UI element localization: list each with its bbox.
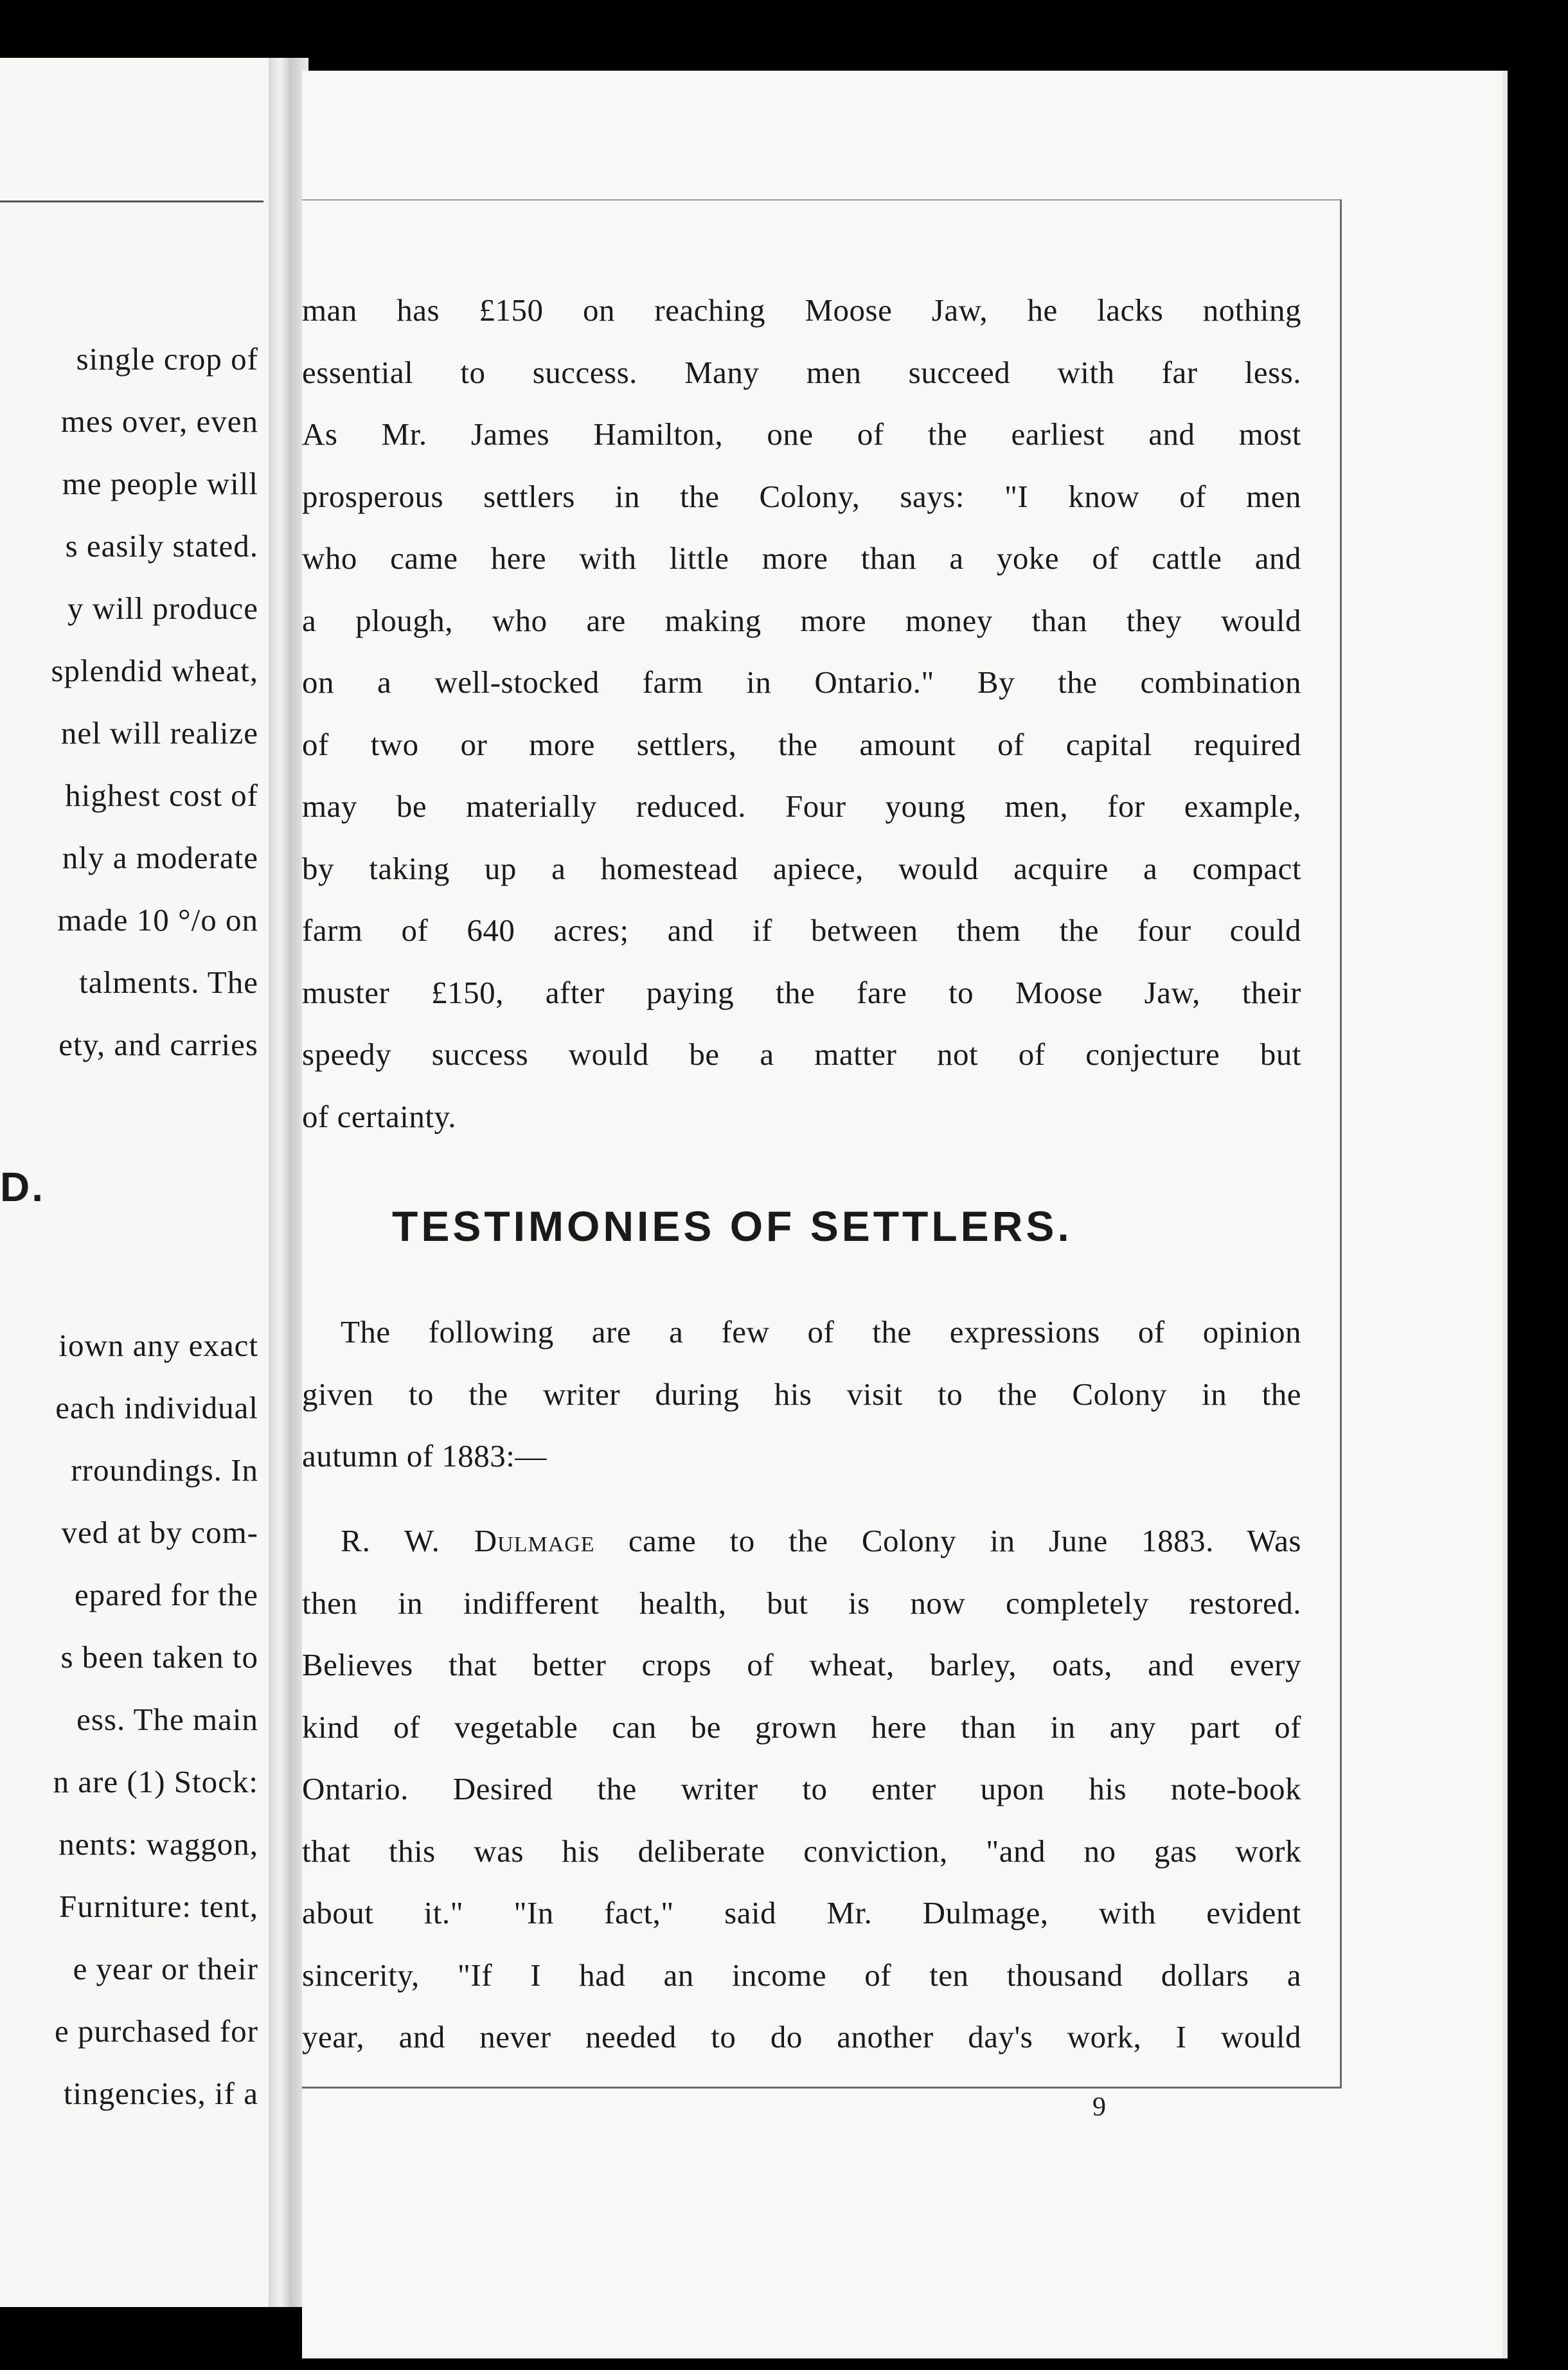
- left-line: splendid wheat,: [51, 653, 258, 688]
- left-line: rroundings. In: [71, 1452, 258, 1488]
- left-line: nel will realize: [60, 715, 258, 751]
- text-line: about it." "In fact," said Mr. Dulmage, with evident: [302, 1895, 1301, 1930]
- left-page-text-bottom: [53, 1314, 258, 2125]
- text-line: given to the writer during his visit to the Colony in the: [302, 1376, 1301, 1412]
- text-line: of two or more settlers, the amount of capital required: [302, 726, 1301, 762]
- left-line: single crop of: [76, 341, 258, 377]
- left-line: n are (1) Stock:: [53, 1764, 258, 1799]
- left-line: e year or their: [73, 1951, 258, 1986]
- text-line: essential to success. Many men succeed with far less.: [302, 354, 1301, 390]
- section-heading: TESTIMONIES OF SETTLERS.: [392, 1202, 1073, 1250]
- text-line: may be materially reduced. Four young men, for example,: [302, 789, 1301, 824]
- page-number: 9: [1092, 2092, 1106, 2122]
- text-line: a plough, who are making more money than they would: [302, 602, 1301, 638]
- left-page-fragment: [0, 58, 283, 2307]
- left-line: each individual: [55, 1390, 258, 1425]
- text-run: came to the Colony in June 1883. Was: [594, 1523, 1301, 1558]
- left-page-rule: [0, 200, 263, 202]
- paragraph-intro: [302, 1301, 1301, 1488]
- text-line: Believes that better crops of wheat, barley, oats, and every: [302, 1647, 1301, 1682]
- left-line: nents: waggon,: [58, 1826, 258, 1862]
- left-line: ved at by com-: [61, 1515, 258, 1550]
- paragraph-dulmage: [302, 1510, 1301, 2069]
- settler-name: R. W. Dulmage: [341, 1523, 595, 1558]
- left-line: e purchased for: [54, 2013, 258, 2049]
- left-line: nly a moderate: [62, 840, 258, 875]
- text-line: sincerity, "If I had an income of ten thousand dollars a: [302, 1957, 1301, 1993]
- text-line: on a well-stocked farm in Ontario." By the combination: [302, 664, 1301, 700]
- left-line: ess. The main: [76, 1702, 258, 1737]
- text-line: prosperous settlers in the Colony, says: "I know of men: [302, 478, 1301, 514]
- text-line: As Mr. James Hamilton, one of the earliest and most: [302, 416, 1301, 452]
- left-line: tingencies, if a: [63, 2076, 258, 2111]
- paragraph-capital: [302, 280, 1301, 1148]
- text-line: that this was his deliberate conviction, "and no gas work: [302, 1833, 1301, 1869]
- text-line: The following are a few of the expressions of opinion: [341, 1314, 1301, 1350]
- left-line: made 10 °/o on: [57, 902, 258, 938]
- text-line: Ontario. Desired the writer to enter upon his note-book: [302, 1771, 1301, 1806]
- left-line: y will produce: [67, 591, 258, 626]
- text-line: then in indifferent health, but is now completely restored.: [302, 1585, 1301, 1621]
- text-line: man has £150 on reaching Moose Jaw, he lacks nothing: [302, 292, 1301, 328]
- text-line: year, and never needed to do another day's work, I would: [302, 2019, 1301, 2054]
- text-line: [302, 1510, 1301, 1573]
- left-line: talments. The: [79, 965, 258, 1000]
- text-line: kind of vegetable can be grown here than in any part of: [302, 1709, 1301, 1745]
- left-page-heading: D.: [0, 1164, 45, 1210]
- left-line: me people will: [62, 466, 258, 501]
- text-line: of certainty.: [302, 1098, 457, 1134]
- left-page-text-top: [51, 328, 258, 1076]
- right-page: [302, 71, 1504, 2358]
- text-line: speedy success would be a matter not of conjecture but: [302, 1037, 1301, 1072]
- left-line: highest cost of: [65, 778, 258, 813]
- left-line: s easily stated.: [65, 528, 258, 564]
- text-line: muster £150, after paying the fare to Moose Jaw, their: [302, 974, 1301, 1010]
- page-edge: [1502, 71, 1508, 2358]
- left-line: iown any exact: [58, 1328, 258, 1363]
- text-line: by taking up a homestead apiece, would acquire a compact: [302, 850, 1301, 886]
- left-line: s been taken to: [60, 1639, 258, 1675]
- left-line: ety, and carries: [58, 1027, 258, 1062]
- left-line: mes over, even: [60, 404, 258, 439]
- left-line: Furniture: tent,: [59, 1889, 258, 1924]
- text-line: farm of 640 acres; and if between them the four could: [302, 913, 1301, 948]
- text-line: autumn of 1883:—: [302, 1438, 547, 1474]
- text-line: who came here with little more than a yoke of cattle and: [302, 540, 1301, 576]
- left-line: epared for the: [74, 1577, 258, 1612]
